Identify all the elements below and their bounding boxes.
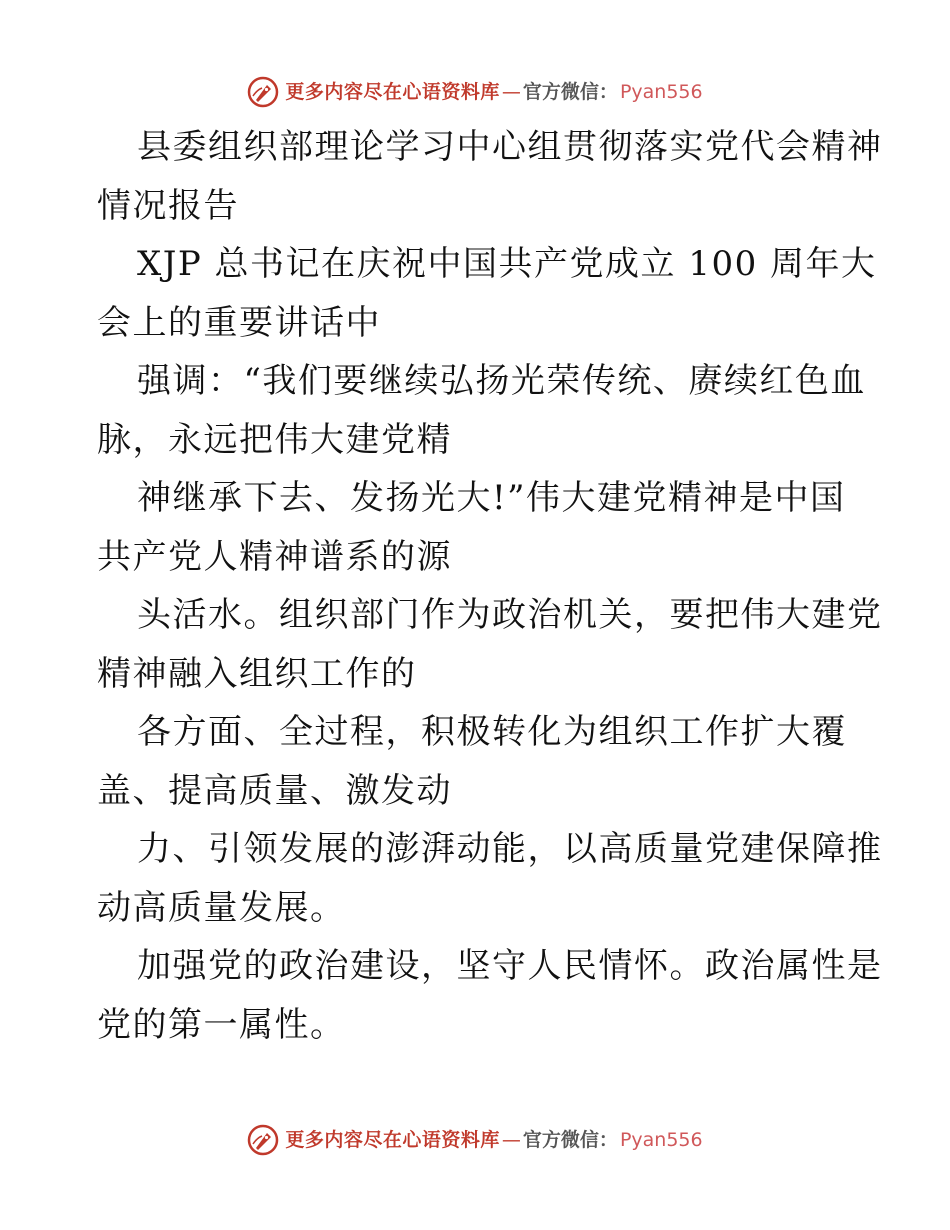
banner-wechat-id: Pyan556 <box>619 80 703 103</box>
header-banner <box>0 72 950 112</box>
banner-dash: — <box>501 80 521 103</box>
pen-nib-logo-icon <box>247 76 279 108</box>
paragraph-line: 共产党人精神谱系的源 <box>97 536 452 577</box>
banner-dash: — <box>501 1128 521 1151</box>
paragraph-line: 神继承下去、发扬光大!”伟大建党精神是中国 <box>137 478 846 518</box>
document-body <box>97 118 883 1054</box>
pen-nib-logo-icon <box>247 1124 279 1156</box>
paragraph-line: 力、引领发展的澎湃动能，以高质量党建保障推 <box>137 829 883 869</box>
banner-brand-text: 更多内容尽在心语资料库 <box>285 1128 500 1151</box>
paragraph-line: 头活水。组织部门作为政治机关，要把伟大建党 <box>137 595 883 635</box>
paragraph-line: XJP 总书记在庆祝中国共产党成立 100 周年大 <box>137 244 877 284</box>
paragraph-line: 党的第一属性。 <box>97 1004 346 1045</box>
paragraph-line: 精神融入组织工作的 <box>97 653 417 694</box>
banner-brand-text: 更多内容尽在心语资料库 <box>285 80 500 103</box>
paragraph-line: 动高质量发展。 <box>97 887 346 928</box>
banner-wechat-label: 官方微信： <box>522 1128 618 1151</box>
title-line: 县委组织部理论学习中心组贯彻落实党代会精神 <box>137 127 883 167</box>
paragraph-line: 会上的重要讲话中 <box>97 302 381 343</box>
banner-wechat-label: 官方微信： <box>522 80 618 103</box>
footer-banner <box>0 1120 950 1160</box>
paragraph-line: 各方面、全过程，积极转化为组织工作扩大覆 <box>137 712 847 752</box>
paragraph-line: 脉，永远把伟大建党精 <box>97 419 452 460</box>
paragraph-line: 强调：“我们要继续弘扬光荣传统、赓续红色血 <box>137 361 866 401</box>
banner-wechat-id: Pyan556 <box>619 1128 703 1151</box>
paragraph-line: 加强党的政治建设，坚守人民情怀。政治属性是 <box>137 946 883 986</box>
paragraph-line: 盖、提高质量、激发动 <box>97 770 452 811</box>
title-line: 情况报告 <box>97 185 239 226</box>
